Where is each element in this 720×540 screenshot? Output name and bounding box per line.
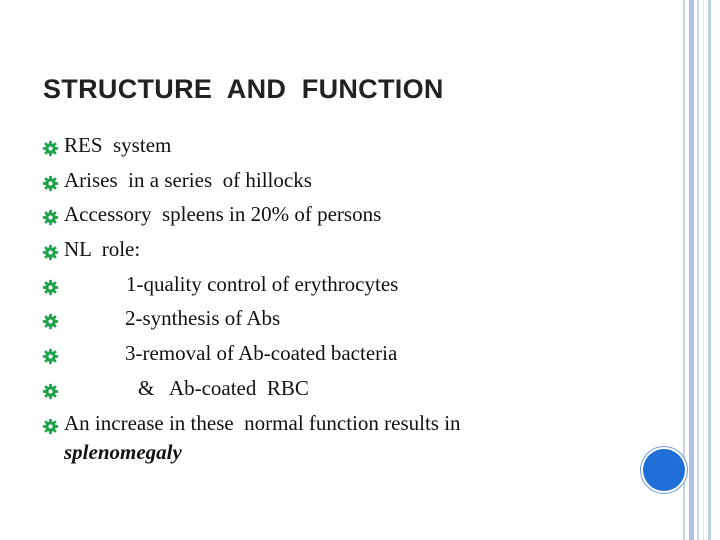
bullet-item: [42, 132, 642, 167]
bullet-text: & Ab-coated RBC: [138, 375, 309, 400]
bullet-text: 3-removal of Ab-coated bacteria: [125, 341, 398, 366]
decorative-stripe: [708, 0, 711, 540]
bullet-item: [42, 201, 642, 236]
gear-icon: [42, 418, 59, 435]
bullet-item: [42, 236, 642, 271]
bullet-item: [42, 340, 642, 375]
gear-icon: [42, 209, 59, 226]
bullet-text: Arises in a series of hillocks: [64, 167, 312, 192]
gear-icon: [42, 244, 59, 261]
gear-icon: [42, 348, 59, 365]
decorative-stripe: [703, 0, 704, 540]
gear-icon: [42, 313, 59, 330]
bullet-list: [42, 132, 642, 444]
gear-icon: [42, 175, 59, 192]
slide-title: STRUCTURE AND FUNCTION: [43, 74, 444, 104]
bullet-text: RES system: [64, 133, 172, 157]
gear-icon: [42, 383, 59, 400]
gear-icon: [42, 279, 59, 296]
bullet-item: [42, 167, 642, 202]
bullet-text: Accessory spleens in 20% of persons: [64, 202, 382, 227]
bullet-continuation: splenomegaly: [64, 440, 182, 464]
decorative-stripe: [697, 0, 699, 540]
decorative-stripe: [683, 0, 685, 540]
decorative-circle: [643, 449, 685, 491]
bullet-text: NL role:: [64, 237, 141, 262]
gear-icon: [42, 140, 59, 157]
bullet-item: [42, 375, 642, 410]
bullet-item: [42, 305, 642, 340]
decorative-stripe: [689, 0, 694, 540]
bullet-text: 1-quality control of erythrocytes: [126, 271, 399, 296]
bullet-item: [42, 271, 642, 306]
bullet-text: 2-synthesis of Abs: [125, 306, 281, 331]
bullet-text: An increase in these normal function results in: [64, 410, 461, 435]
